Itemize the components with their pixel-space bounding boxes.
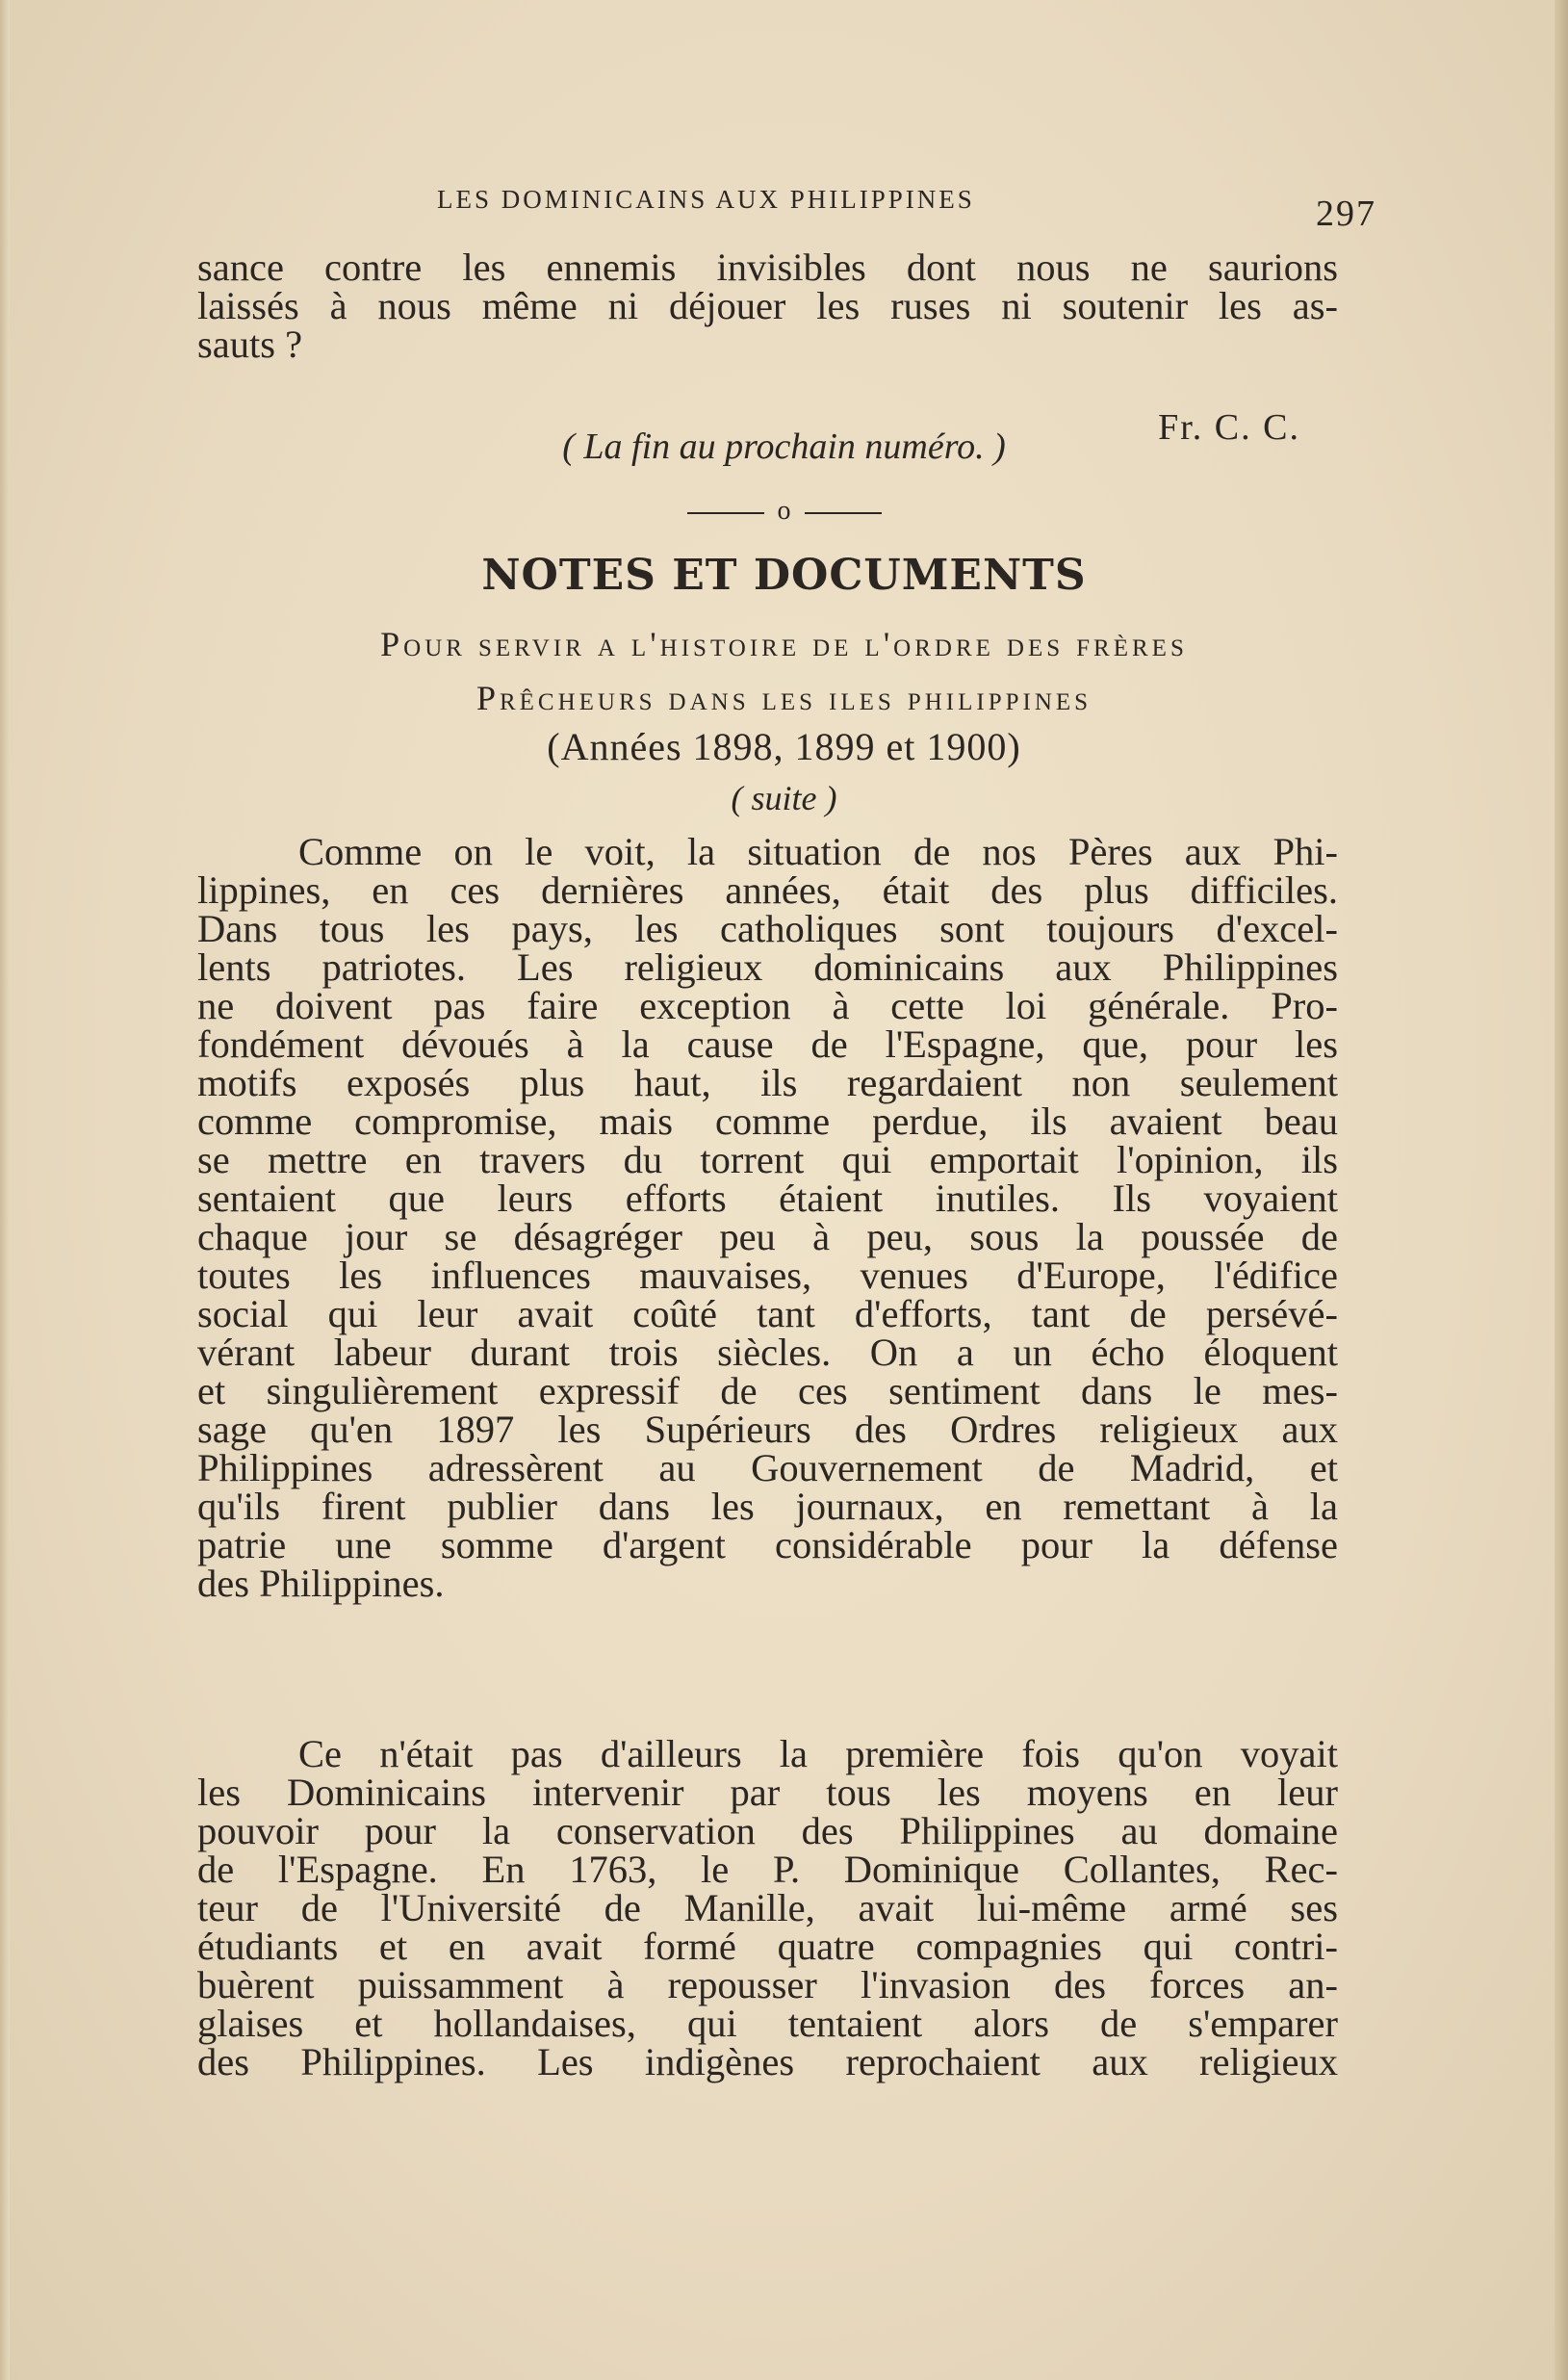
- section-separator: [0, 496, 1568, 527]
- text-line: Ce n'était pas d'ailleurs la première fois qu'on voyait: [298, 1732, 1338, 1775]
- separator-rule-right: [805, 512, 882, 514]
- text-line: se mettre en travers du torrent qui emportait l'opinion, ils: [197, 1138, 1338, 1181]
- section-heading: NOTES ET DOCUMENTS: [481, 551, 1087, 600]
- text-line: ne doivent pas faire exception à cette loi générale. Pro-: [197, 984, 1338, 1027]
- text-line: toutes les influences mauvaises, venues d'Europe, l'édifice: [197, 1254, 1338, 1297]
- continued-paragraph: [197, 248, 1338, 364]
- section-years: (Années 1898, 1899 et 1900): [547, 725, 1021, 768]
- separator-mark: o: [777, 496, 791, 526]
- running-title: LES DOMINICAINS AUX PHILIPPINES: [437, 185, 975, 214]
- text-line: les Dominicains intervenir par tous les moyens en leur: [197, 1771, 1338, 1814]
- separator-rule-left: [687, 512, 764, 514]
- text-line: sance contre les ennemis invisibles dont nous ne saurions: [197, 246, 1338, 289]
- running-header: [193, 185, 1376, 243]
- page-gutter: [0, 0, 10, 2380]
- text-line: pouvoir pour la conservation des Philippines au domaine: [197, 1809, 1338, 1852]
- text-line: laissés à nous même ni déjouer les ruses ni soutenir les as-: [197, 284, 1338, 327]
- text-line: fondément dévoués à la cause de l'Espagne, que, pour les: [197, 1022, 1338, 1066]
- text-line: vérant labeur durant trois siècles. On a un écho éloquent: [197, 1331, 1338, 1374]
- text-line: étudiants et en avait formé quatre compagnies qui contri-: [197, 1925, 1338, 1968]
- body-paragraph-2: [197, 1732, 1338, 2083]
- text-line: qu'ils firent publier dans les journaux, en remettant à la: [197, 1485, 1338, 1528]
- text-line: motifs exposés plus haut, ils regardaient non seulement: [197, 1061, 1338, 1104]
- text-line: social qui leur avait coûté tant d'efforts, tant de persévé-: [197, 1292, 1338, 1335]
- text-line: sage qu'en 1897 les Supérieurs des Ordres religieux aux: [197, 1408, 1338, 1451]
- text-line: patrie une somme d'argent considérable pour la défense: [197, 1523, 1338, 1566]
- author-signature: Fr. C. C.: [1158, 407, 1300, 448]
- text-line: buèrent puissamment à repousser l'invasion des forces an-: [197, 1963, 1338, 2006]
- section-subtitle-line1: Pour servir a l'histoire de l'ordre des frères: [380, 625, 1188, 663]
- section-subtitle-line2: Prêcheurs dans les iles philippines: [476, 679, 1092, 717]
- text-line: sentaient que leurs efforts étaient inutiles. Ils voyaient: [197, 1177, 1338, 1220]
- text-line: teur de l'Université de Manille, avait lui-même armé ses: [197, 1886, 1338, 1929]
- text-line: lents patriotes. Les religieux dominicains aux Philippines: [197, 945, 1338, 989]
- text-line: lippines, en ces dernières années, était des plus difficiles.: [197, 868, 1338, 912]
- to-be-continued-note: ( La fin au prochain numéro. ): [562, 427, 1006, 467]
- text-line: des Philippines. Les indigènes reprochaient aux religieux: [197, 2040, 1338, 2083]
- page-number: 297: [1316, 194, 1376, 234]
- text-line: de l'Espagne. En 1763, le P. Dominique Collantes, Rec-: [197, 1848, 1338, 1891]
- text-line: glaises et hollandaises, qui tentaient alors de s'emparer: [197, 2002, 1338, 2045]
- text-line: Philippines adressèrent au Gouvernement de Madrid, et: [197, 1446, 1338, 1489]
- text-line: comme compromise, mais comme perdue, ils avaient beau: [197, 1099, 1338, 1143]
- text-line: chaque jour se désagréger peu à peu, sous la poussée de: [197, 1215, 1338, 1258]
- page-edge: [1555, 0, 1568, 2380]
- text-line: Dans tous les pays, les catholiques sont toujours d'excel-: [197, 907, 1338, 950]
- text-line: des Philippines.: [197, 1562, 445, 1605]
- text-line: Comme on le voit, la situation de nos Pères aux Phi-: [298, 830, 1338, 873]
- continued-label: ( suite ): [731, 779, 837, 817]
- body-paragraph-1: [197, 830, 1338, 1605]
- text-line: et singulièrement expressif de ces sentiment dans le mes-: [197, 1369, 1338, 1412]
- text-line: sauts ?: [197, 323, 303, 366]
